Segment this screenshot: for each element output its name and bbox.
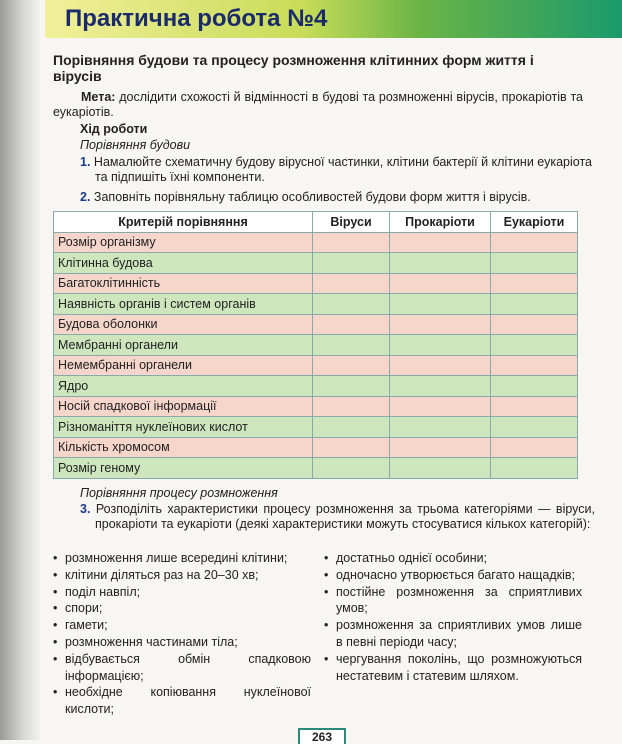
list-item: • чергування поколінь, що розмножуються нестатевим і статевим шляхом. xyxy=(324,651,582,685)
table-cell-empty xyxy=(390,294,491,315)
comparison-table xyxy=(53,211,578,479)
table-cell-empty xyxy=(491,437,578,458)
table-cell-empty xyxy=(390,376,491,397)
table-header: Прокаріоти xyxy=(390,212,491,233)
table-cell-empty xyxy=(491,355,578,376)
criterion-cell: Розмір геному xyxy=(54,458,313,479)
table-row xyxy=(54,335,578,356)
table-row xyxy=(54,437,578,458)
table-cell-empty xyxy=(491,294,578,315)
table-row xyxy=(54,273,578,294)
page-edge xyxy=(0,0,40,740)
table-cell-empty xyxy=(313,232,390,253)
criterion-cell: Мембранні органели xyxy=(54,335,313,356)
table-cell-empty xyxy=(491,458,578,479)
subtitle: Порівняння будови та процесу розмноження клітинних форм життя і вірусів xyxy=(53,52,534,84)
criterion-cell: Немембранні органели xyxy=(54,355,313,376)
table-cell-empty xyxy=(313,437,390,458)
table-cell-empty xyxy=(491,376,578,397)
criterion-cell: Різноманіття нуклеїнових кислот xyxy=(54,417,313,438)
list-item: • гамети; xyxy=(53,617,311,634)
table-cell-empty xyxy=(313,396,390,417)
table-cell-empty xyxy=(313,253,390,274)
goal xyxy=(53,90,583,120)
step-text: Заповніть порівняльну таблицю особливостей будови форм життя і вірусів. xyxy=(93,190,531,204)
table-cell-empty xyxy=(491,232,578,253)
table-row xyxy=(54,314,578,335)
table-cell-empty xyxy=(491,335,578,356)
table-cell-empty xyxy=(313,355,390,376)
criterion-cell: Багатоклітинність xyxy=(54,273,313,294)
characteristics-list-right xyxy=(324,550,582,684)
list-item: • відбувається обмін спадковою інформацією; xyxy=(53,651,311,685)
table-cell-empty xyxy=(491,253,578,274)
title-banner xyxy=(45,0,622,38)
table-cell-empty xyxy=(390,253,491,274)
table-cell-empty xyxy=(313,376,390,397)
table-header: Критерій порівняння xyxy=(54,212,313,233)
table-row xyxy=(54,294,578,315)
table-row xyxy=(54,458,578,479)
step-1: 1. Намалюйте схематичну будову вірусної частинки, клітини бактерії й клітини еукаріота та підпишіть їхні компоненти. xyxy=(80,155,592,184)
list-item: • поділ навпіл; xyxy=(53,584,311,601)
table-row xyxy=(54,355,578,376)
criterion-cell: Клітинна будова xyxy=(54,253,313,274)
step-3: 3. Розподіліть характеристики процесу розмноження за трьома категоріями — віруси, прокаріоти та еукаріоти (деякі характеристики можуть стосуватися кількох категорій): xyxy=(80,502,595,531)
list-item: • одночасно утворюється багато нащадків; xyxy=(324,567,582,584)
table-cell-empty xyxy=(491,273,578,294)
table-cell-empty xyxy=(390,335,491,356)
table-cell-empty xyxy=(390,273,491,294)
table-cell-empty xyxy=(313,417,390,438)
table-row xyxy=(54,376,578,397)
list-item: • розмноження лише всередині клітини; xyxy=(53,550,311,567)
list-item: • достатньо однієї особини; xyxy=(324,550,582,567)
step-2: 2. Заповніть порівняльну таблицю особливостей будови форм життя і вірусів. xyxy=(80,190,531,204)
criterion-cell: Розмір організму xyxy=(54,232,313,253)
criterion-cell: Будова оболонки xyxy=(54,314,313,335)
table-row xyxy=(54,232,578,253)
table-cell-empty xyxy=(491,396,578,417)
table-cell-empty xyxy=(313,335,390,356)
list-item: • розмноження за сприятливих умов лише в певні періоди часу; xyxy=(324,617,582,651)
step-text: Намалюйте схематичну будову вірусної частинки, клітини бактерії й клітини еукаріота та підпишіть їхні компоненти. xyxy=(93,155,592,184)
table-cell-empty xyxy=(313,458,390,479)
table-header: Віруси xyxy=(313,212,390,233)
list-item: • спори; xyxy=(53,600,311,617)
goal-label: Мета: xyxy=(81,90,116,104)
table-row xyxy=(54,417,578,438)
table-cell-empty xyxy=(491,417,578,438)
progress-heading: Хід роботи xyxy=(80,122,148,136)
table-cell-empty xyxy=(390,355,491,376)
criterion-cell: Носій спадкової інформації xyxy=(54,396,313,417)
characteristics-list-left xyxy=(53,550,311,718)
goal-text: дослідити схожості й відмінності в будові та розмноженні вірусів, прокаріотів та еукаріотів. xyxy=(53,90,583,119)
table-cell-empty xyxy=(390,437,491,458)
table-cell-empty xyxy=(313,273,390,294)
step-text: Розподіліть характеристики процесу розмноження за трьома категоріями — віруси, прокаріоти та еукаріоти (деякі характеристики можуть стосуватися кількох категорій): xyxy=(95,502,595,531)
criterion-cell: Кількість хромосом xyxy=(54,437,313,458)
table-row xyxy=(54,253,578,274)
table-cell-empty xyxy=(390,396,491,417)
table-cell-empty xyxy=(390,314,491,335)
table-cell-empty xyxy=(390,232,491,253)
list-item: • необхідне копіювання нуклеїнової кислоти; xyxy=(53,684,311,718)
table-cell-empty xyxy=(313,294,390,315)
list-item: • постійне розмноження за сприятливих умов; xyxy=(324,584,582,618)
list-item: • клітини діляться раз на 20–30 хв; xyxy=(53,567,311,584)
table-header: Еукаріоти xyxy=(491,212,578,233)
table-cell-empty xyxy=(390,458,491,479)
list-item: • розмноження частинами тіла; xyxy=(53,634,311,651)
criterion-cell: Ядро xyxy=(54,376,313,397)
page-title: Практична робота №4 xyxy=(65,5,328,32)
section-reproduction: Порівняння процесу розмноження xyxy=(80,486,278,500)
table-cell-empty xyxy=(491,314,578,335)
table-cell-empty xyxy=(313,314,390,335)
table-cell-empty xyxy=(390,417,491,438)
section-structure: Порівняння будови xyxy=(80,138,191,152)
criterion-cell: Наявність органів і систем органів xyxy=(54,294,313,315)
page-number: 263 xyxy=(298,728,346,744)
table-row xyxy=(54,396,578,417)
